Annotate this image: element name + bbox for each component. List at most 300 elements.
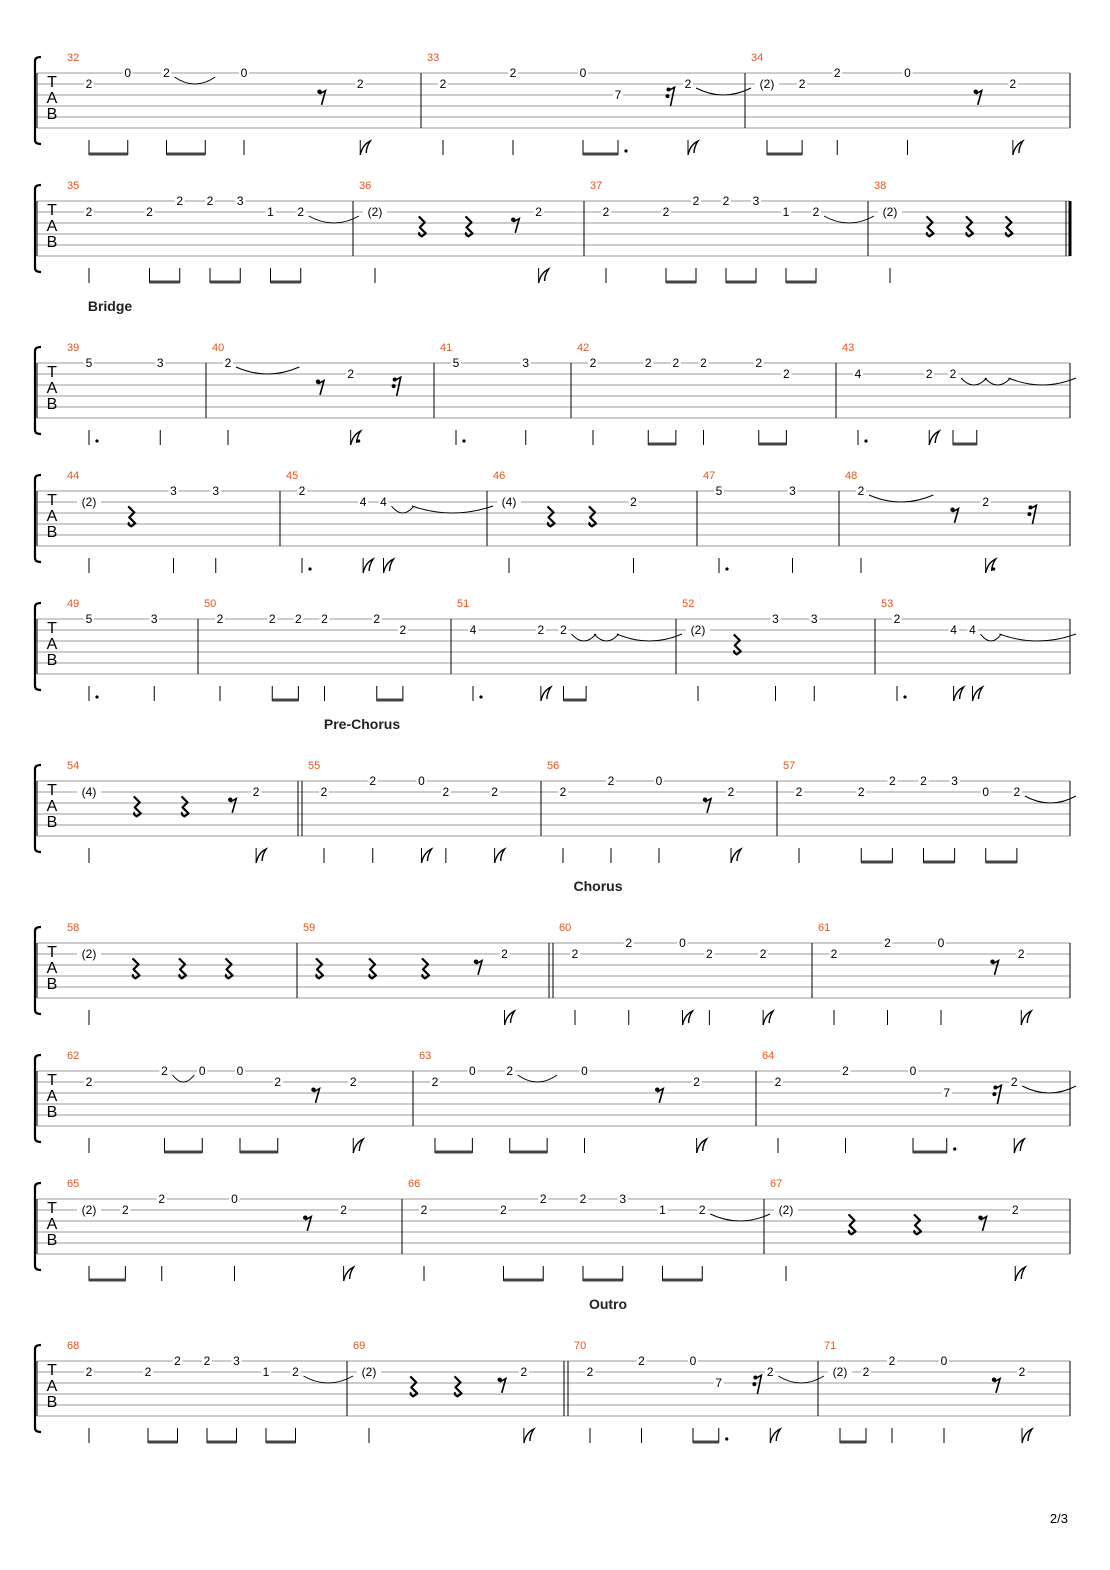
fret-number: (2) [882, 205, 898, 219]
note-flag [986, 559, 996, 573]
fret-number: 2 [888, 1354, 896, 1368]
tie-arc [1025, 796, 1076, 803]
fret-number: 2 [684, 77, 692, 91]
tab-system [35, 470, 1070, 573]
fret-number: 0 [982, 785, 990, 799]
fret-number: 7 [614, 88, 622, 102]
measure-number: 60 [559, 922, 572, 934]
note-flag [524, 1429, 534, 1443]
measure [493, 470, 639, 573]
fret-number: 2 [662, 205, 670, 219]
fret-number: 3 [150, 612, 158, 626]
fret-number: 0 [937, 936, 945, 950]
duration-dot [624, 149, 627, 152]
note-flag [422, 849, 432, 863]
quarter-rest [455, 1376, 462, 1396]
tie-arc [824, 216, 874, 223]
measure-number: 57 [783, 760, 796, 772]
eighth-rest [993, 961, 999, 975]
measure [559, 922, 773, 1025]
measure-number: 37 [590, 180, 603, 192]
tab-clef-letter: A [46, 380, 58, 397]
measure-number: 59 [303, 922, 316, 934]
tie-arc [236, 367, 299, 374]
tie-arc [173, 1075, 195, 1082]
fret-number: 2 [161, 1064, 168, 1078]
fret-number: 2 [795, 785, 803, 799]
fret-number: 2 [560, 623, 567, 637]
fret-number: 3 [236, 194, 244, 208]
measure [67, 760, 298, 863]
measure [419, 1050, 707, 1153]
measure [286, 470, 493, 573]
fret-number: 2 [439, 77, 447, 91]
fret-number: 2 [949, 367, 957, 381]
measure-number: 35 [67, 180, 80, 192]
sixteenth-rest-dot [992, 1092, 996, 1096]
quarter-rest [914, 1214, 921, 1234]
eighth-rest [994, 1379, 1000, 1393]
quarter-rest [316, 958, 323, 978]
note-flag [353, 1139, 363, 1153]
system-bracket [35, 1055, 41, 1142]
fret-number: 2 [920, 774, 927, 788]
fret-number: 2 [706, 947, 713, 961]
quarter-rest [849, 1214, 856, 1234]
tab-clef-letter: A [46, 1378, 58, 1395]
duration-dot [308, 567, 311, 570]
duration-dot [95, 695, 98, 698]
quarter-rest [589, 506, 596, 526]
page-number: 2/3 [1049, 1511, 1068, 1526]
fret-number: 4 [950, 623, 957, 637]
fret-number: 2 [500, 1203, 507, 1217]
sixteenth-rest-dot [666, 94, 670, 98]
fret-number: 2 [571, 947, 579, 961]
tab-system [35, 52, 1070, 155]
fret-number: 2 [373, 612, 381, 626]
eighth-rest [476, 961, 482, 975]
quarter-rest [179, 958, 186, 978]
fret-number: 2 [812, 205, 820, 219]
eighth-rest [705, 799, 711, 813]
measure-number: 68 [67, 1340, 80, 1352]
tab-clef-letter: B [46, 396, 58, 413]
duration-dot [864, 439, 867, 442]
note-flag [384, 559, 394, 573]
tab-clef-letter: A [46, 508, 58, 525]
tab-system [35, 1296, 1070, 1443]
tab-clef-letter: T [47, 620, 57, 637]
fret-number: 0 [198, 1064, 206, 1078]
fret-number: 0 [679, 936, 686, 950]
measure-number: 52 [682, 598, 695, 610]
fret-number: 2 [1018, 1365, 1026, 1379]
measure [427, 52, 751, 155]
fret-number: 2 [442, 785, 450, 799]
measure [440, 342, 531, 445]
fret-number: 5 [715, 484, 723, 498]
note-flag [1014, 1139, 1024, 1153]
fret-number: 3 [233, 1354, 240, 1368]
system-bracket [35, 1183, 41, 1270]
tie-arc [778, 1376, 824, 1383]
fret-number: 2 [1009, 77, 1017, 91]
tie-arc [999, 634, 1076, 641]
fret-number: 2 [833, 66, 841, 80]
measure [845, 470, 1036, 573]
quarter-rest [133, 958, 140, 978]
fret-number: 2 [144, 1365, 152, 1379]
fret-number: 3 [619, 1192, 627, 1206]
fret-number: 2 [292, 1365, 299, 1379]
measure-number: 45 [286, 470, 299, 482]
fret-number: (2) [759, 77, 775, 91]
tie-arc [985, 378, 1011, 385]
quarter-rest [1006, 216, 1013, 236]
measure-number: 42 [577, 342, 590, 354]
note-flag [770, 1429, 780, 1443]
note-flag [731, 849, 741, 863]
fret-number: 2 [268, 612, 276, 626]
measure [842, 342, 1076, 445]
fret-number: 2 [295, 612, 302, 626]
fret-number: 2 [586, 1365, 594, 1379]
tab-clef-letter: T [47, 1200, 57, 1217]
fret-number: 2 [672, 356, 680, 370]
measure-number: 64 [762, 1050, 775, 1062]
measure-number: 51 [457, 598, 470, 610]
fret-number: 2 [320, 785, 328, 799]
fret-number: 2 [644, 356, 652, 370]
system-bracket [35, 347, 41, 434]
measure [67, 180, 359, 283]
measure [818, 922, 1031, 1025]
fret-number: 2 [842, 1064, 849, 1078]
fret-number: 2 [982, 495, 990, 509]
measure [682, 598, 819, 701]
fret-number: 2 [347, 367, 355, 381]
system-bracket [35, 927, 41, 1014]
fret-number: 2 [158, 1192, 166, 1206]
fret-number: 1 [262, 1365, 270, 1379]
section-label: Pre-Chorus [323, 716, 401, 732]
fret-number: 2 [1010, 1075, 1018, 1089]
system-bracket [35, 185, 41, 272]
note-flag [1022, 1429, 1032, 1443]
section-label: Outro [588, 1296, 628, 1312]
system-bracket [35, 475, 41, 562]
fret-number: 2 [122, 1203, 129, 1217]
fret-number: 2 [146, 205, 153, 219]
measure [67, 1340, 353, 1443]
fret-number: 1 [659, 1203, 666, 1217]
quarter-rest [927, 216, 934, 236]
fret-number: 2 [174, 1354, 181, 1368]
measure [212, 342, 401, 445]
measure [874, 180, 1070, 283]
fret-number: 2 [893, 612, 901, 626]
measure-number: 39 [67, 342, 80, 354]
fret-number: (4) [501, 495, 517, 509]
fret-number: 0 [940, 1354, 948, 1368]
sixteenth-rest-dot [392, 384, 396, 388]
fret-number: 0 [231, 1192, 238, 1206]
quarter-rest [419, 216, 426, 236]
note-flag [363, 559, 373, 573]
measure [762, 1050, 1076, 1153]
measure [824, 1340, 1032, 1443]
fret-number: 2 [774, 1075, 782, 1089]
measure-number: 32 [67, 52, 80, 64]
tab-clef-letter: T [47, 1362, 57, 1379]
eighth-rest [513, 219, 519, 233]
tab-clef-letter: B [46, 524, 58, 541]
fret-number: 2 [722, 194, 730, 208]
tie-arc [1022, 1086, 1076, 1093]
fret-number: 2 [579, 1192, 587, 1206]
note-flag [539, 269, 549, 283]
measure [308, 760, 505, 863]
measure [67, 342, 165, 445]
measure-number: 38 [874, 180, 887, 192]
measure-number: 46 [493, 470, 506, 482]
fret-number: 3 [752, 194, 760, 208]
measure [577, 342, 791, 445]
quarter-rest [369, 958, 376, 978]
fret-number: 2 [537, 623, 545, 637]
tie-arc [696, 88, 751, 95]
measure-number: 58 [67, 922, 80, 934]
system-bracket [35, 57, 41, 144]
fret-number: (2) [367, 205, 383, 219]
tab-clef-letter: A [46, 1216, 58, 1233]
measure-number: 55 [308, 760, 321, 772]
fret-number: 2 [369, 774, 377, 788]
measure-number: 69 [353, 1340, 366, 1352]
tie-arc [594, 634, 619, 641]
fret-number: 4 [854, 367, 862, 381]
fret-number: 3 [522, 356, 530, 370]
eighth-rest [976, 91, 982, 105]
measure [574, 1340, 824, 1443]
note-flag [1015, 1267, 1025, 1281]
fret-number: (2) [361, 1365, 377, 1379]
tie-arc [412, 506, 493, 513]
measure-number: 49 [67, 598, 80, 610]
measure-number: 65 [67, 1178, 80, 1190]
measure-number: 40 [212, 342, 225, 354]
tie-arc [617, 634, 682, 641]
fret-number: 4 [380, 495, 387, 509]
fret-number: 2 [862, 1365, 870, 1379]
fret-number: 1 [782, 205, 790, 219]
tab-clef-letter: T [47, 944, 57, 961]
fret-number: 2 [889, 774, 896, 788]
note-flag [360, 141, 370, 155]
duration-dot [903, 695, 906, 698]
quarter-rest [734, 634, 741, 654]
fret-number: (2) [690, 623, 706, 637]
measure-number: 71 [824, 1340, 837, 1352]
duration-dot [992, 567, 995, 570]
measure [303, 922, 549, 1025]
note-flag [929, 431, 939, 445]
duration-dot [479, 695, 482, 698]
tab-system [35, 180, 1070, 283]
fret-number: 2 [766, 1365, 774, 1379]
tab-clef-letter: B [46, 1232, 58, 1249]
quarter-rest [548, 506, 555, 526]
fret-number: 2 [755, 356, 763, 370]
eighth-rest [981, 1217, 987, 1231]
fret-number: 2 [783, 367, 790, 381]
fret-number: 1 [267, 205, 274, 219]
fret-number: 2 [1017, 947, 1025, 961]
fret-number: 2 [535, 205, 542, 219]
measure [67, 598, 159, 701]
note-flag [1013, 141, 1023, 155]
tie-arc [572, 634, 597, 641]
fret-number: 2 [884, 936, 891, 950]
tab-clef-letter: A [46, 90, 58, 107]
fret-number: 2 [727, 785, 735, 799]
fret-number: 2 [349, 1075, 357, 1089]
tab-clef-letter: B [46, 976, 58, 993]
fret-number: (2) [81, 947, 97, 961]
tab-clef-letter: B [46, 1104, 58, 1121]
eighth-rest [953, 509, 959, 523]
fret-number: 2 [340, 1203, 347, 1217]
fret-number: 2 [630, 495, 637, 509]
note-flag [954, 687, 964, 701]
fret-number: 2 [589, 356, 597, 370]
system-bracket [35, 765, 41, 852]
fret-number: 2 [321, 612, 328, 626]
tie-arc [304, 1376, 354, 1383]
fret-number: 2 [700, 356, 707, 370]
fret-number: 0 [236, 1064, 244, 1078]
tab-clef-letter: T [47, 492, 57, 509]
measure [590, 180, 874, 283]
system-bracket [35, 1345, 41, 1432]
fret-number: 2 [176, 194, 184, 208]
fret-number: 2 [298, 484, 306, 498]
fret-number: 2 [431, 1075, 439, 1089]
fret-number: 2 [297, 205, 305, 219]
fret-number: 2 [698, 1203, 706, 1217]
fret-number: 2 [85, 205, 93, 219]
fret-number: 2 [85, 1075, 93, 1089]
fret-number: 4 [359, 495, 367, 509]
eighth-rest [320, 91, 326, 105]
measure-number: 50 [204, 598, 217, 610]
fret-number: 2 [602, 205, 610, 219]
fret-number: 7 [715, 1376, 723, 1390]
fret-number: 2 [356, 77, 364, 91]
measure [67, 52, 370, 155]
note-flag [683, 1011, 693, 1025]
fret-number: (2) [81, 1203, 97, 1217]
fret-number: 0 [689, 1354, 697, 1368]
tie-arc [961, 378, 987, 385]
note-flag [688, 141, 698, 155]
fret-number: 4 [469, 623, 477, 637]
eighth-rest [305, 1217, 311, 1231]
fret-number: 2 [203, 1354, 211, 1368]
fret-number: 0 [240, 66, 248, 80]
fret-number: (2) [778, 1203, 794, 1217]
measure-number: 47 [703, 470, 716, 482]
quarter-rest [410, 1376, 417, 1396]
fret-number: 2 [1011, 1203, 1019, 1217]
measure-number: 43 [842, 342, 855, 354]
fret-number: 0 [579, 66, 587, 80]
fret-number: 2 [539, 1192, 547, 1206]
tab-clef-letter: B [46, 814, 58, 831]
eighth-rest [657, 1089, 663, 1103]
tab-clef-letter: A [46, 798, 58, 815]
fret-number: 2 [692, 194, 700, 208]
fret-number: 2 [506, 1064, 514, 1078]
note-flag [541, 687, 551, 701]
measure [67, 922, 233, 1025]
quarter-rest [226, 958, 233, 978]
fret-number: (4) [81, 785, 97, 799]
eighth-rest [230, 799, 236, 813]
measure-number: 44 [67, 470, 80, 482]
fret-number: 0 [904, 66, 911, 80]
eighth-rest [500, 1379, 506, 1393]
fret-number: 2 [85, 1365, 93, 1379]
fret-number: 0 [418, 774, 425, 788]
tab-system [35, 598, 1076, 701]
sixteenth-rest-dot [752, 1382, 756, 1386]
fret-number: 3 [772, 612, 779, 626]
fret-number: 2 [274, 1075, 282, 1089]
tab-system [35, 716, 1076, 863]
measure-number: 70 [574, 1340, 587, 1352]
measure [751, 52, 1023, 155]
tab-clef-letter: B [46, 1394, 58, 1411]
quarter-rest [966, 216, 973, 236]
fret-number: 0 [909, 1064, 917, 1078]
measure [67, 1178, 354, 1281]
measure [457, 598, 682, 701]
fret-number: 2 [607, 774, 615, 788]
note-flag [505, 1011, 515, 1025]
note-flag [697, 1139, 707, 1153]
measure-number: 48 [845, 470, 858, 482]
measure-number: 62 [67, 1050, 80, 1062]
measure-number: 66 [408, 1178, 421, 1190]
sixteenth-rest-dot [1027, 512, 1031, 516]
tie-arc [175, 77, 216, 84]
system-bracket [35, 603, 41, 690]
tie-arc [869, 495, 933, 502]
fret-number: 3 [810, 612, 818, 626]
duration-dot [95, 439, 98, 442]
fret-number: 2 [857, 785, 865, 799]
quarter-rest [466, 216, 473, 236]
note-flag [1021, 1011, 1031, 1025]
duration-dot [357, 439, 360, 442]
note-flag [495, 849, 505, 863]
tie-arc [1009, 378, 1077, 385]
note-flag [763, 1011, 773, 1025]
fret-number: 2 [163, 66, 170, 80]
tie-arc [710, 1214, 770, 1221]
